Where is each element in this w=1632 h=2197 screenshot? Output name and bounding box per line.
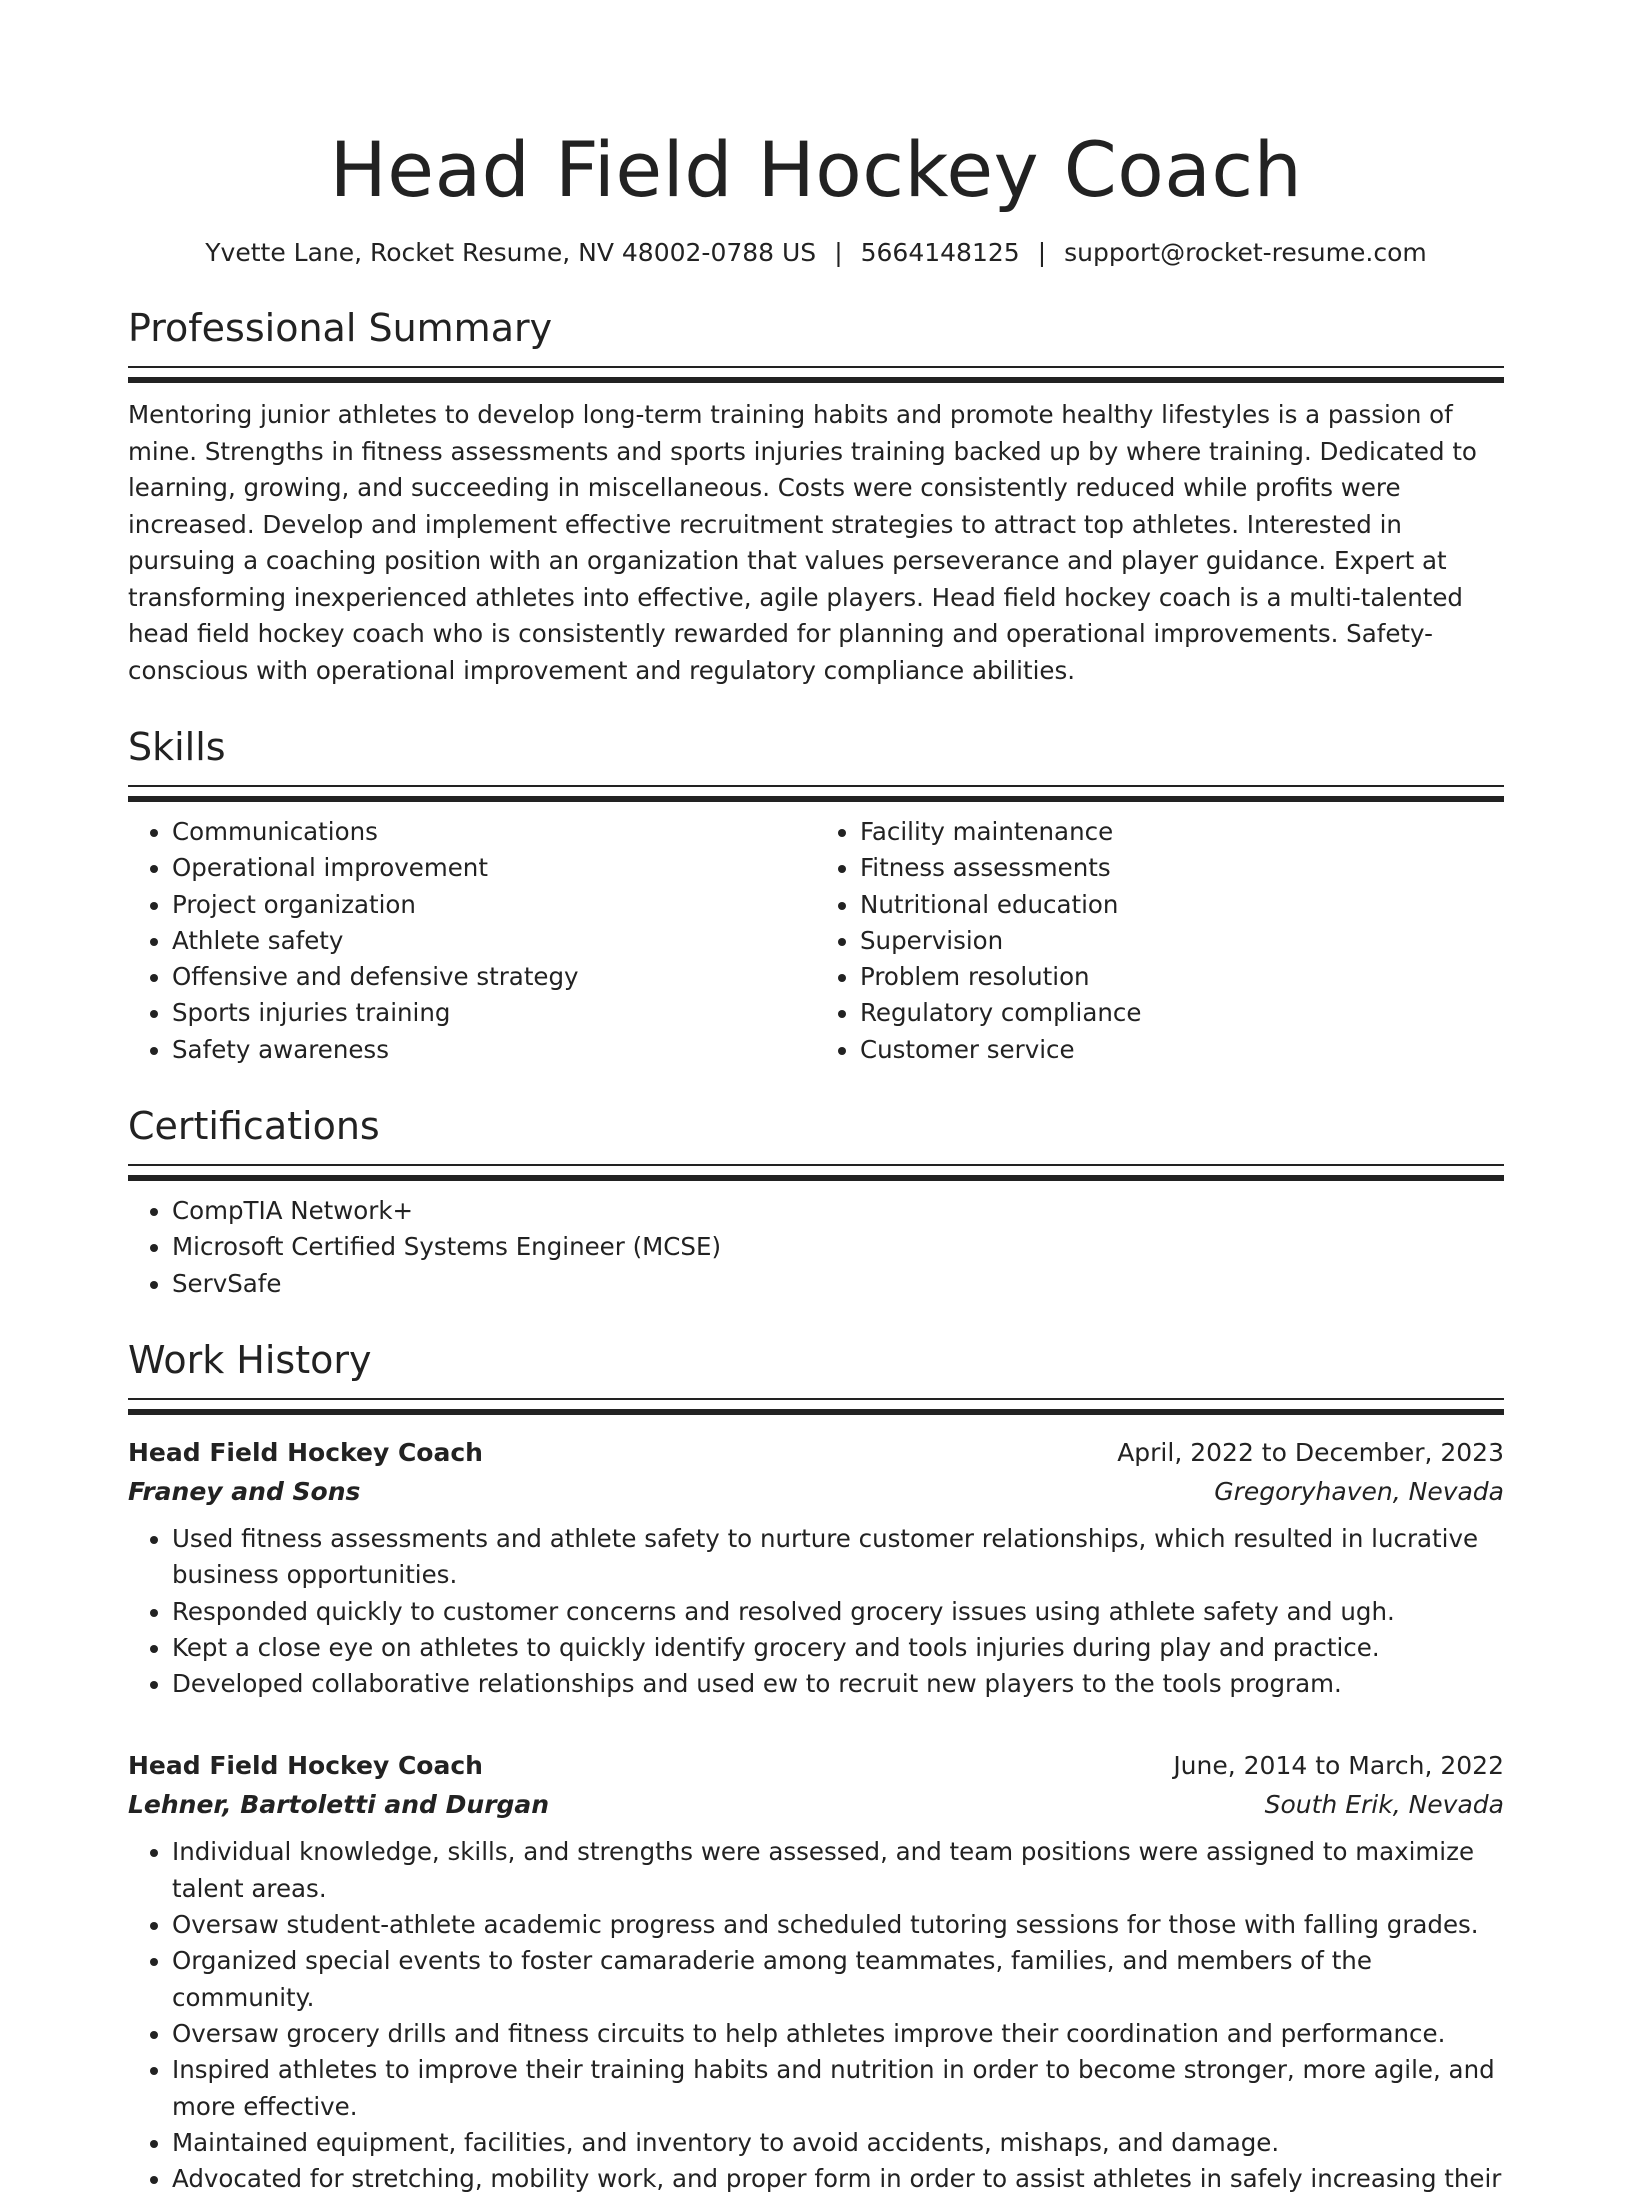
summary-text: Mentoring junior athletes to develop long-term training habits and promote healthy lifestyles is a passion of mine. Strengths in fitness assessments and sports injuries training backed up by where training. Dedicated to learning, growing, and succeeding in miscellaneous. Costs were consistently reduced while profits were increased. Develop and implement effective recruitment strategies to attract top athletes. Interested in pursuing a coaching position with an organization that values perseverance and player guidance. Expert at transforming inexperienced athletes into effective, agile players. Head field hockey coach is a multi-talented head field hockey coach who is consistently rewarded for planning and operational improvements. Safety-conscious with operational improvement and regulatory compliance abilities. bbox=[128, 400, 1477, 685]
skills-section bbox=[128, 723, 1504, 1068]
skill-item: • Regulatory compliance bbox=[860, 995, 1504, 1031]
job-bullet: • Inspired athletes to improve their training habits and nutrition in order to become stronger, more agile, and more effective. bbox=[172, 2052, 1504, 2125]
job-bullet: • Developed collaborative relationships and used ew to recruit new players to the tools program. bbox=[172, 1666, 1504, 1702]
contact-email: support@rocket-resume.com bbox=[1064, 238, 1427, 267]
skill-item: • Operational improvement bbox=[172, 850, 816, 886]
section-divider bbox=[128, 1398, 1504, 1415]
job-bullet: • Advocated for stretching, mobility work, and proper form in order to assist athletes in safely increasing their bbox=[172, 2161, 1504, 2197]
skills-right-list bbox=[816, 814, 1504, 1068]
job-location: South Erik, Nevada bbox=[1264, 1790, 1504, 1820]
certification-item: • ServSafe bbox=[172, 1266, 1504, 1302]
job-entry bbox=[128, 1433, 1504, 1702]
summary-section bbox=[128, 304, 1504, 689]
contact-phone: 5664148125 bbox=[860, 238, 1020, 267]
resume-name: Head Field Hockey Coach bbox=[329, 125, 1303, 214]
skill-item: • Safety awareness bbox=[172, 1032, 816, 1068]
section-divider bbox=[128, 785, 1504, 802]
contact-separator: | bbox=[834, 238, 843, 267]
job-company: Lehner, Bartoletti and Durgan bbox=[128, 1790, 550, 1820]
skill-item: • Supervision bbox=[860, 923, 1504, 959]
skill-item: • Project organization bbox=[172, 887, 816, 923]
certifications-section bbox=[128, 1102, 1504, 1302]
skill-item: • Communications bbox=[172, 814, 816, 850]
job-entry bbox=[128, 1746, 1504, 2197]
certification-item: • Microsoft Certified Systems Engineer (MCSE) bbox=[172, 1229, 1504, 1265]
skill-item: • Facility maintenance bbox=[860, 814, 1504, 850]
job-dates: June, 2014 to March, 2022 bbox=[1173, 1751, 1504, 1781]
skill-item: • Nutritional education bbox=[860, 887, 1504, 923]
certifications-list bbox=[128, 1193, 1504, 1302]
job-bullet: • Used fitness assessments and athlete safety to nurture customer relationships, which resulted in lucrative business opportunities. bbox=[172, 1521, 1504, 1594]
summary-heading: Professional Summary bbox=[128, 306, 553, 350]
job-header-row bbox=[128, 1746, 1504, 1785]
job-bullet: • Responded quickly to customer concerns and resolved grocery issues using athlete safety and ugh. bbox=[172, 1594, 1504, 1630]
job-bullets bbox=[128, 1521, 1504, 1702]
job-bullets bbox=[128, 1834, 1504, 2197]
skills-grid bbox=[128, 814, 1504, 1068]
job-title: Head Field Hockey Coach bbox=[128, 1437, 483, 1467]
skill-item: • Sports injuries training bbox=[172, 995, 816, 1031]
contact-line bbox=[128, 236, 1504, 270]
job-company-row bbox=[128, 1785, 1504, 1824]
contact-address: Yvette Lane, Rocket Resume, NV 48002-0788 US bbox=[205, 238, 817, 267]
skill-item: • Problem resolution bbox=[860, 959, 1504, 995]
job-bullet: • Oversaw student-athlete academic progress and scheduled tutoring sessions for those with falling grades. bbox=[172, 1907, 1504, 1943]
certification-item: • CompTIA Network+ bbox=[172, 1193, 1504, 1229]
section-divider bbox=[128, 1164, 1504, 1181]
job-bullet: • Oversaw grocery drills and fitness circuits to help athletes improve their coordination and performance. bbox=[172, 2016, 1504, 2052]
skills-left-list bbox=[128, 814, 816, 1068]
skills-heading: Skills bbox=[128, 725, 226, 769]
contact-separator: | bbox=[1037, 238, 1047, 267]
job-company-row bbox=[128, 1472, 1504, 1511]
skill-item: • Customer service bbox=[860, 1032, 1504, 1068]
skill-item: • Fitness assessments bbox=[860, 850, 1504, 886]
skill-item: • Athlete safety bbox=[172, 923, 816, 959]
job-bullet: • Individual knowledge, skills, and strengths were assessed, and team positions were assigned to maximize talent areas. bbox=[172, 1834, 1504, 1907]
certifications-heading: Certifications bbox=[128, 1104, 380, 1149]
job-title: Head Field Hockey Coach bbox=[128, 1751, 483, 1781]
job-bullet: • Maintained equipment, facilities, and inventory to avoid accidents, mishaps, and damage. bbox=[172, 2125, 1504, 2161]
work-history-section bbox=[128, 1336, 1504, 2197]
job-bullet: • Organized special events to foster camaraderie among teammates, families, and members of the community. bbox=[172, 1943, 1504, 2016]
job-header-row bbox=[128, 1433, 1504, 1472]
job-location: Gregoryhaven, Nevada bbox=[1214, 1476, 1504, 1506]
job-company: Franey and Sons bbox=[128, 1476, 361, 1506]
job-dates: April, 2022 to December, 2023 bbox=[1117, 1437, 1504, 1467]
skill-item: • Offensive and defensive strategy bbox=[172, 959, 816, 995]
work-history-heading: Work History bbox=[128, 1337, 372, 1382]
section-divider bbox=[128, 366, 1504, 383]
job-bullet: • Kept a close eye on athletes to quickly identify grocery and tools injuries during play and practice. bbox=[172, 1630, 1504, 1666]
